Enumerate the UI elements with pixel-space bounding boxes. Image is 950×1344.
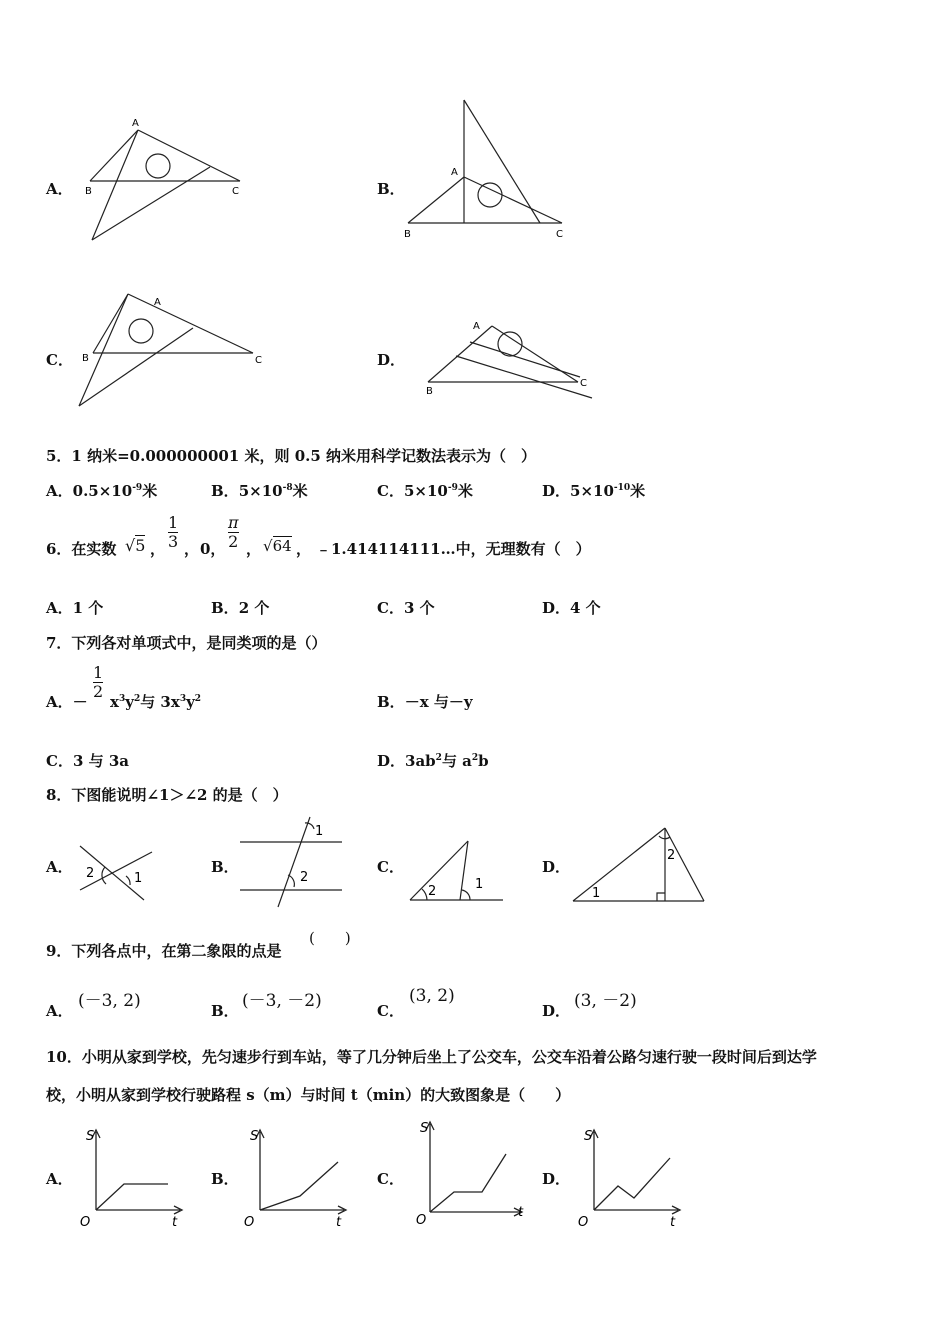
q8-figure-a (78, 840, 158, 905)
q10-graph-b (238, 1122, 350, 1230)
q6-sqrt5: √5 (125, 536, 146, 555)
q6-frac-pi-2: $\frac{\pi}{2}$ (228, 513, 239, 551)
q7-option-a[interactable]: A．－ (46, 693, 88, 711)
q6-option-c[interactable]: C．3 个 (377, 599, 435, 617)
q8-figure-b (238, 815, 348, 910)
q5-text: 5．1 纳米=0.000000001 米，则 0.5 纳米用科学记数法表示为（ ） (46, 447, 537, 465)
q7-a-frac: $\frac{1}{2}$ (93, 663, 104, 701)
q10d-y-axis: S (584, 1129, 593, 1144)
q8-figure-d (570, 823, 710, 908)
q8b-angle-1: 1 (315, 824, 324, 839)
q4a-point-c: C (232, 186, 239, 197)
q6-option-b[interactable]: B．2 个 (211, 599, 270, 617)
q10c-origin: O (416, 1213, 427, 1228)
q8c-angle-2: 2 (428, 884, 437, 899)
q4a-point-a: A (132, 118, 139, 129)
q8-option-c-label[interactable]: C． (377, 858, 404, 876)
q4-figure-c (75, 288, 270, 413)
q6-sep-2: ， (184, 540, 200, 558)
q10d-origin: O (578, 1215, 589, 1230)
q4-figure-d (420, 312, 600, 407)
q10-graph-a (74, 1122, 186, 1230)
q4-option-c-label[interactable]: C． (46, 351, 73, 369)
q4c-point-a: A (154, 297, 161, 308)
q10d-x-axis: t (670, 1215, 676, 1230)
q10c-y-axis: S (420, 1121, 429, 1136)
q9-option-a-point[interactable]: (－3, 2) (78, 991, 141, 1011)
q10c-x-axis: t (518, 1205, 524, 1220)
q10b-y-axis: S (250, 1129, 259, 1144)
q4b-point-c: C (556, 229, 563, 240)
q4d-point-c: C (580, 378, 587, 389)
q9-option-b-point[interactable]: (－3, －2) (242, 991, 322, 1011)
q8c-angle-1: 1 (475, 877, 484, 892)
q10b-x-axis: t (336, 1215, 342, 1230)
q4-figure-a (80, 115, 255, 250)
q8a-angle-1: 1 (134, 871, 143, 886)
q7-option-d[interactable]: D．$3ab^2$与 $a^2b$ (377, 752, 489, 770)
q5-option-d[interactable]: D．$5\times 10^{-10}$米 (542, 482, 646, 500)
q8-figure-c (405, 838, 505, 903)
q10-option-c-label[interactable]: C． (377, 1170, 404, 1188)
q8-text: 8．下图能说明∠1＞∠2 的是（ ） (46, 786, 288, 804)
q8-option-b-label[interactable]: B． (211, 858, 239, 876)
q6-sqrt64: √64 (263, 537, 292, 555)
q6-tail: ﹣1.414114111…中，无理数有（ ） (316, 540, 591, 558)
q4a-point-b: B (85, 186, 92, 197)
q6-sep-3: ， (246, 540, 262, 558)
q8b-angle-2: 2 (300, 870, 309, 885)
q4c-point-b: B (82, 353, 89, 364)
q6-option-d[interactable]: D．4 个 (542, 599, 601, 617)
q4-option-a-label[interactable]: A． (46, 180, 73, 198)
q10-graph-d (572, 1122, 684, 1230)
q9-option-a-label[interactable]: A． (46, 1002, 73, 1020)
q7-a-terms: $x^3y^2$与 $3x^3y^2$ (110, 693, 202, 711)
q6-option-a[interactable]: A．1 个 (46, 599, 104, 617)
q9-answer-paren: ( ) (309, 929, 351, 947)
q4-option-b-label[interactable]: B． (377, 180, 405, 198)
q10a-origin: O (80, 1215, 91, 1230)
q9-text: 9．下列各点中，在第二象限的点是 (46, 942, 282, 960)
q10-option-a-label[interactable]: A． (46, 1170, 73, 1188)
q4-figure-b (400, 95, 575, 245)
q6-frac-1-3: $\frac{1}{3}$ (168, 513, 179, 551)
q10a-x-axis: t (172, 1215, 178, 1230)
q7-option-b[interactable]: B．－x 与－y (377, 693, 473, 711)
q4d-point-a: A (473, 321, 480, 332)
q8d-angle-2: 2 (667, 848, 676, 863)
q10-line-2: 校，小明从家到学校行驶路程 s（m）与时间 t（min）的大致图象是（ ） (46, 1086, 571, 1104)
q5-option-a[interactable]: A．$0.5\times 10^{-9}$米 (46, 482, 158, 500)
q4-option-d-label[interactable]: D． (377, 351, 406, 369)
q4b-point-a: A (451, 167, 458, 178)
q8d-angle-1: 1 (592, 886, 601, 901)
q5-option-b[interactable]: B．$5\times 10^{-8}$米 (211, 482, 308, 500)
q9-option-c-point[interactable]: (3, 2) (409, 986, 455, 1006)
q10-line-1: 10．小明从家到学校，先匀速步行到车站，等了几分钟后坐上了公交车，公交车沿着公路匀速行驶一段时间后到达学 (46, 1048, 817, 1066)
q8-option-d-label[interactable]: D． (542, 858, 571, 876)
q8-option-a-label[interactable]: A． (46, 858, 73, 876)
q9-option-b-label[interactable]: B． (211, 1002, 239, 1020)
q6-prefix: 6．在实数 (46, 540, 117, 558)
q10b-origin: O (244, 1215, 255, 1230)
q6-zero: 0， (200, 540, 226, 558)
q6-sep-4: ， (296, 540, 312, 558)
q4c-point-c: C (255, 355, 262, 366)
q10a-y-axis: S (86, 1129, 95, 1144)
q10-option-b-label[interactable]: B． (211, 1170, 239, 1188)
q4b-point-b: B (404, 229, 411, 240)
q4d-point-b: B (426, 386, 433, 397)
q10-option-d-label[interactable]: D． (542, 1170, 571, 1188)
q7-option-c[interactable]: C．3 与 3a (46, 752, 129, 770)
q6-sep-1: ， (150, 540, 166, 558)
q10-graph-c (408, 1114, 530, 1232)
q5-option-c[interactable]: C．$5\times 10^{-9}$米 (377, 482, 473, 500)
q9-option-d-label[interactable]: D． (542, 1002, 571, 1020)
q8a-angle-2: 2 (86, 866, 95, 881)
q9-option-d-point[interactable]: (3, －2) (574, 991, 637, 1011)
q7-text: 7．下列各对单项式中，是同类项的是（） (46, 634, 327, 652)
q9-option-c-label[interactable]: C． (377, 1002, 404, 1020)
